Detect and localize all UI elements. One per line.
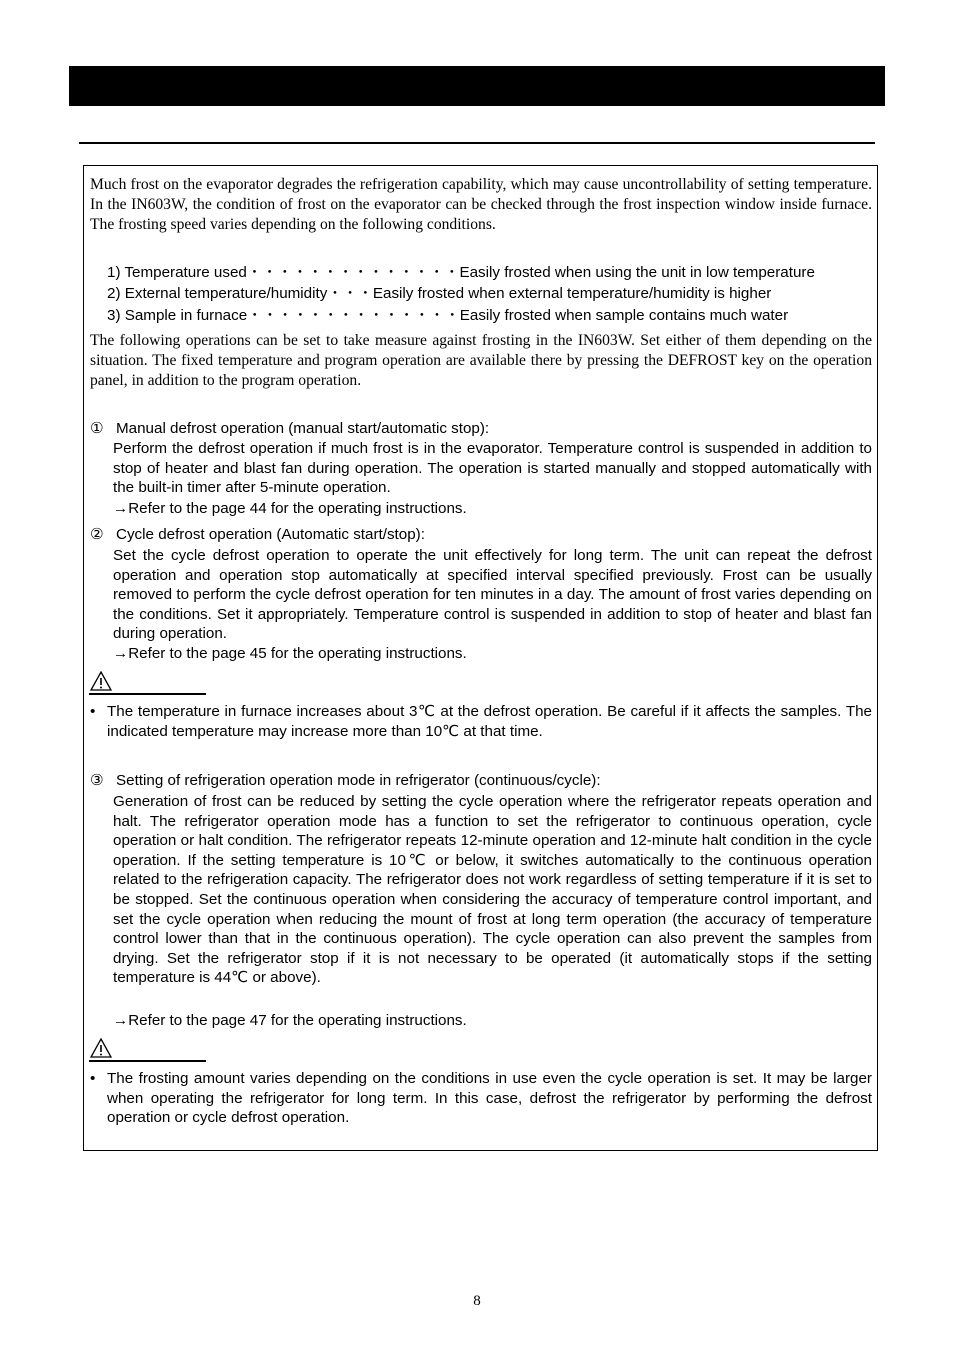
caution-text: The frosting amount varies depending on the conditions in use even the cycle operation is set. It may be larger when operating the refrigerator for long term. In this case, defrost the refrigerator by performing the defrost operation or cycle defrost operation. [107, 1070, 872, 1127]
section-body: Generation of frost can be reduced by setting the cycle operation where the refrigerator repeats operation and halt. The refrigerator operation mode has a function to set the refrigerator to continuous operation, cycle operation or halt condition. The refrigerator repeats 12-minute operation and 12-minute halt condition in the cycle operation. If the setting temperature is 10℃ or below, it switches automatically to the continuous operation related to the refrigeration capacity. The refrigerator does not work regardless of setting temperature if it is set to be stopped. Set the continuous operation when considering the accuracy of temperature control important, and set the cycle operation when reducing the mount of frost at long term operation (the accuracy of temperature control lower than that in the continuous operation). The cycle operation can also prevent the samples from drying. Set the refrigerator stop if it is not necessary to be operated (it automatically stops if the setting temperature is 44℃ or above). [113, 793, 872, 987]
operations-intro: The following operations can be set to take measure against frosting in the IN603W. Set either of them depending on the situation. The fixed temperature and program operation are available there by pressing the DEFROST key on the operation panel, in addition to the program operation. [90, 332, 872, 390]
section-body: Set the cycle defrost operation to operate the unit effectively for long term. The unit can repeat the defrost operation and operation stop automatically at specified interval specified previously. Frost can be usually removed to perform the cycle defrost operation for ten minutes in a day. The amount of frost varies depending on the conditions. Set it appropriately. Temperature control is suspended in addition to stop of heater and blast fan during operation. [113, 547, 872, 643]
caution-item [90, 1069, 872, 1128]
section-marker: ① [90, 420, 104, 437]
title-bar [69, 66, 885, 106]
caution-underline [89, 1060, 206, 1062]
condition-item: 2) External temperature/humidity・・・Easily frosted when external temperature/humidity is higher [107, 285, 772, 302]
section-body: Perform the defrost operation if much frost is in the evaporator. Temperature control is suspended in addition to stop of heater and blast fan during operation. The operation is started manually and stopped automatically with the built-in timer after 5-minute operation. [113, 440, 872, 497]
page-reference: →Refer to the page 47 for the operating instructions. [113, 1012, 467, 1029]
section-marker: ③ [90, 772, 104, 789]
section-title: Manual defrost operation (manual start/automatic stop): [116, 420, 490, 437]
section-heading-refrigeration-mode [90, 771, 601, 791]
intro-paragraph: Much frost on the evaporator degrades the refrigeration capability, which may cause uncontrollability of setting temperature. In the IN603W, the condition of frost on the evaporator can be checked through the frost inspection window inside furnace. The frosting speed varies depending on the following conditions. [90, 176, 872, 234]
warning-triangle-icon [90, 1038, 112, 1058]
condition-item: 1) Temperature used・・・・・・・・・・・・・・Easily frosted when using the unit in low temperature [107, 264, 815, 281]
page-reference: →Refer to the page 44 for the operating instructions. [113, 500, 467, 517]
warning-triangle-icon [90, 671, 112, 691]
section-marker: ② [90, 526, 104, 543]
section-heading-manual-defrost [90, 419, 489, 439]
caution-text: The temperature in furnace increases about 3℃ at the defrost operation. Be careful if it affects the samples. The indicated temperature may increase more than 10℃ at that time. [107, 703, 872, 740]
bullet-marker: • [90, 1070, 96, 1087]
page-number: 8 [473, 1293, 481, 1309]
caution-item [90, 702, 872, 741]
bullet-marker: • [90, 703, 96, 720]
section-title: Cycle defrost operation (Automatic start/stop): [116, 526, 425, 543]
condition-item: 3) Sample in furnace・・・・・・・・・・・・・・Easily frosted when sample contains much water [107, 307, 789, 324]
header-rule [79, 142, 875, 144]
caution-underline [89, 693, 206, 695]
section-title: Setting of refrigeration operation mode in refrigerator (continuous/cycle): [116, 772, 601, 789]
section-heading-cycle-defrost [90, 525, 425, 545]
page-reference: →Refer to the page 45 for the operating instructions. [113, 645, 467, 662]
